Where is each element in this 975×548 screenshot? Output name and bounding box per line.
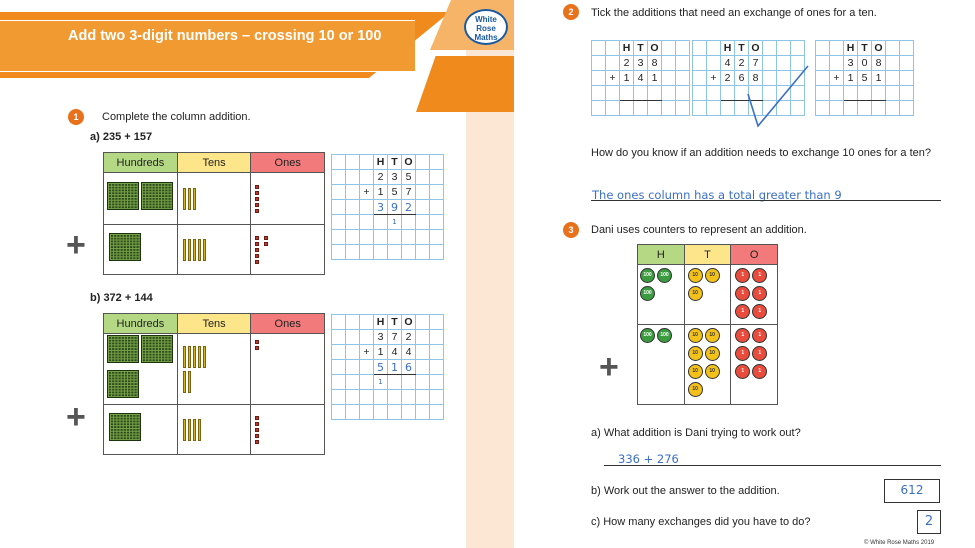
- header-hundreds: Hundreds: [104, 314, 178, 334]
- hundreds-cell: [104, 405, 178, 455]
- answer-box-3c: 2: [917, 510, 941, 534]
- plus-sign: +: [599, 348, 619, 386]
- tens-counters: 10 1010: [684, 265, 731, 325]
- column-grid-2-2: H T O 4 2 7 + 2 6 8: [692, 40, 805, 116]
- answer-digit: 5: [374, 360, 388, 375]
- question-3b: b) Work out the answer to the addition.: [591, 485, 780, 497]
- column-grid-1a: H T O 2 3 5 + 1 5 7 3 9 2 1: [331, 154, 444, 260]
- white-rose-logo: White Rose Maths: [464, 9, 508, 45]
- footer-copyright: © White Rose Maths 2019: [864, 540, 935, 546]
- tens-cell: [177, 405, 251, 455]
- tens-cell: [177, 334, 251, 405]
- question-2-prompt: Tick the additions that need an exchange of ones for a ten.: [591, 7, 877, 19]
- plus-sign: +: [66, 398, 86, 436]
- column-grid-2-1: H T O 2 3 8 + 1 4 1: [591, 40, 690, 116]
- page-title: Add two 3-digit numbers – crossing 10 or 100: [68, 28, 382, 44]
- ones-cell: [251, 225, 325, 275]
- answer-line: [591, 200, 941, 201]
- question-1-number: 1: [68, 109, 84, 125]
- ten-rod: [188, 188, 191, 210]
- hundreds-cell: [104, 225, 178, 275]
- header-tens: Tens: [177, 314, 251, 334]
- answer-digit: 3: [374, 200, 388, 215]
- tens-cell: [177, 225, 251, 275]
- question-1b-label: b) 372 + 144: [90, 292, 153, 304]
- ten-rod: [198, 239, 201, 261]
- header-ones: Ones: [251, 314, 325, 334]
- place-value-table-1a: [103, 152, 325, 275]
- answer-box-3b: 612: [884, 479, 940, 503]
- question-3c: c) How many exchanges did you have to do?: [591, 516, 811, 528]
- answer-digit: 9: [388, 200, 402, 215]
- column-grid-2-3: H T O 3 0 8 + 1 5 1: [815, 40, 914, 116]
- plus-sign: +: [66, 226, 86, 264]
- question-3a: a) What addition is Dani trying to work out?: [591, 427, 801, 439]
- hundreds-cell: [104, 334, 178, 405]
- ten-rod: [193, 239, 196, 261]
- question-3-number: 3: [563, 222, 579, 238]
- ones-counters: 1 11 11 1: [731, 325, 778, 405]
- question-1-prompt: Complete the column addition.: [102, 111, 251, 123]
- header-tens: Tens: [177, 153, 251, 173]
- ones-cell: [251, 173, 325, 225]
- question-2-answer: The ones column has a total greater than 9: [592, 188, 842, 202]
- carry-digit: 1: [374, 375, 388, 390]
- place-value-table-1b: [103, 313, 325, 455]
- column-grid-1b: H T O 3 7 2 + 1 4 4 5 1 6 1: [331, 314, 444, 420]
- ones-cell: [251, 334, 325, 405]
- tens-counters: 10 1010 1010 1010: [684, 325, 731, 405]
- hundreds-cell: [104, 173, 178, 225]
- hundred-block: [109, 233, 141, 261]
- header-t: T: [684, 245, 731, 265]
- question-3a-answer: 336 + 276: [618, 452, 679, 466]
- carry-digit: 1: [388, 215, 402, 230]
- question-1a-label: a) 235 + 157: [90, 131, 153, 143]
- question-2-number: 2: [563, 4, 579, 20]
- header-ones: Ones: [251, 153, 325, 173]
- answer-line: [604, 465, 941, 466]
- ones-cell: [251, 405, 325, 455]
- hundred-block: [107, 182, 139, 210]
- ten-rod: [183, 188, 186, 210]
- ten-rod: [188, 239, 191, 261]
- ones-counters: 1 11 11 1: [731, 265, 778, 325]
- counter-table: [637, 244, 778, 405]
- answer-digit: 2: [402, 200, 416, 215]
- header-o: O: [731, 245, 778, 265]
- ten-rod: [193, 188, 196, 210]
- answer-digit: 1: [388, 360, 402, 375]
- header-h: H: [638, 245, 685, 265]
- question-2-followup: How do you know if an addition needs to exchange 10 ones for a ten?: [591, 147, 932, 159]
- tens-cell: [177, 173, 251, 225]
- question-3-prompt: Dani uses counters to represent an addition.: [591, 224, 807, 236]
- hundreds-counters: 100 100: [638, 325, 685, 405]
- hundred-block: [141, 182, 173, 210]
- hundreds-counters: 100 100100: [638, 265, 685, 325]
- ten-rod: [183, 239, 186, 261]
- ten-rod: [203, 239, 206, 261]
- header-hundreds: Hundreds: [104, 153, 178, 173]
- tick-mark-icon: [744, 64, 814, 130]
- answer-digit: 6: [402, 360, 416, 375]
